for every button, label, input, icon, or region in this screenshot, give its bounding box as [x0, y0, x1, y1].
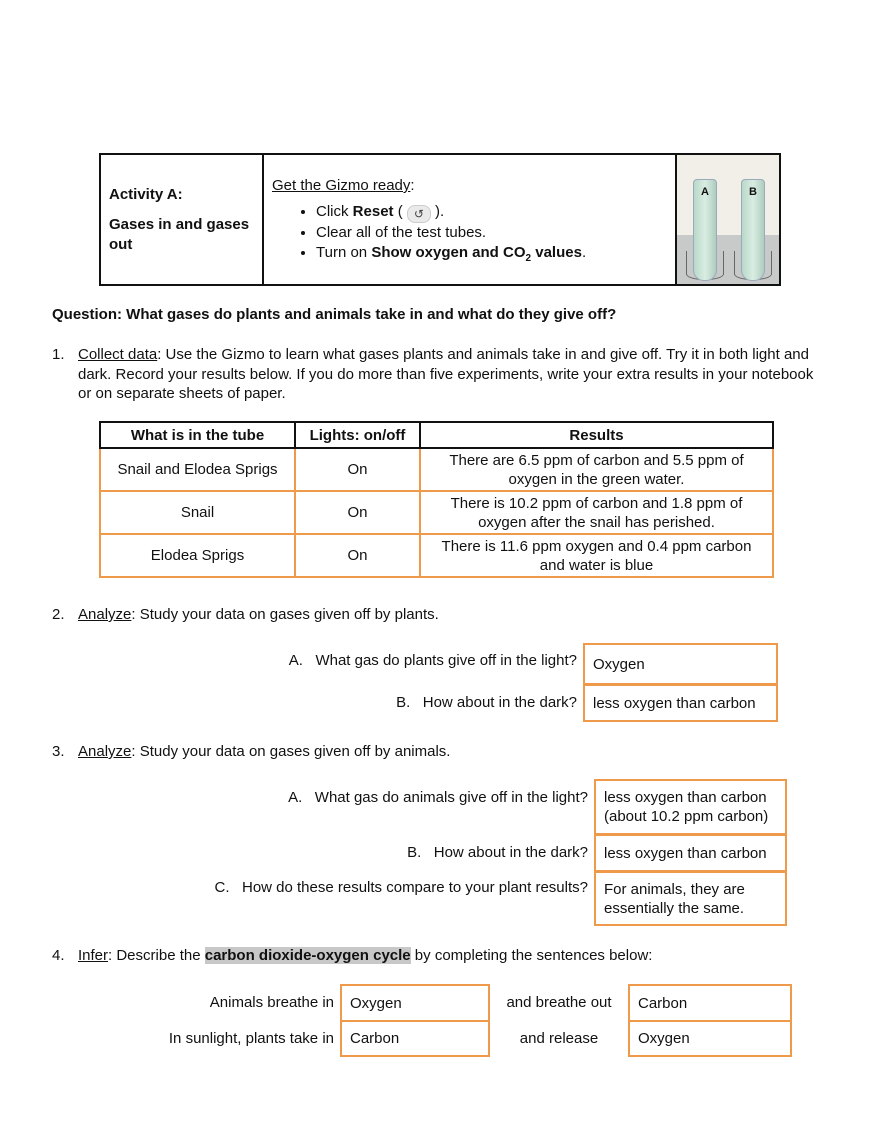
answer-2a[interactable]: Oxygen: [583, 643, 778, 685]
instructions-cell: [264, 155, 677, 284]
instruction-reset: [316, 202, 667, 223]
subscript: 2: [525, 253, 532, 264]
question-2a: A. What gas do plants give off in the light?: [288, 652, 577, 669]
item-text: : Study your data on gases given off by plants.: [131, 606, 439, 623]
reset-icon: ↺: [407, 205, 431, 223]
item-number: 2.: [52, 606, 65, 623]
question-3c: C. How do these results compare to your plant results?: [214, 879, 588, 896]
question-heading: Question: What gases do plants and animals take in and what do they give off?: [52, 306, 617, 323]
col-header: What is in the tube: [100, 422, 295, 448]
item-label: Analyze: [78, 606, 132, 623]
activity-header-table: [99, 153, 781, 286]
results-table: [99, 421, 774, 578]
item-number: 1.: [52, 346, 65, 363]
activity-title: Gases in and gases out: [109, 216, 250, 253]
instruction-clear: • Clear all of the test tubes.: [316, 223, 667, 243]
item-label: Analyze: [78, 743, 132, 760]
item-label: Collect data: [78, 346, 158, 363]
bullet-text: (: [393, 203, 407, 220]
answer-4-plants-release[interactable]: Oxygen: [628, 1020, 792, 1057]
answer-4-animals-in[interactable]: Oxygen: [340, 984, 490, 1022]
question-2b: B. How about in the dark?: [396, 694, 577, 711]
tube-a-label: A: [701, 186, 709, 198]
item-text: : Describe the: [108, 947, 205, 964]
sentence-2-middle: and release: [519, 1030, 599, 1047]
answer-2b[interactable]: less oxygen than carbon: [583, 684, 778, 722]
bullet-text: Turn on: [316, 244, 372, 261]
cell-lights[interactable]: On: [295, 448, 420, 491]
cell-tube[interactable]: Snail: [100, 491, 295, 534]
item-text: : Use the Gizmo to learn what gases plants and animals take in and give off. Try it in both light and dark. Record your results below. If you do more than five experiments, write your extra results in your notebook or on separate sheets of paper.: [78, 346, 814, 402]
show-label: Show oxygen and CO: [371, 244, 526, 261]
tube-b-label: B: [749, 186, 757, 198]
show-label-2: values: [531, 244, 582, 261]
bullet-text: ).: [430, 203, 445, 220]
item-label: Infer: [78, 947, 109, 964]
reset-label: Reset: [352, 203, 394, 220]
instruction-show: [316, 243, 667, 269]
test-tubes-image: [677, 155, 779, 284]
question-3a: A. What gas do animals give off in the light?: [288, 789, 588, 806]
ready-label: Get the Gizmo ready: [272, 177, 411, 194]
answer-4-animals-out[interactable]: Carbon: [628, 984, 792, 1022]
bullet-text: .: [581, 244, 587, 261]
answer-3b[interactable]: less oxygen than carbon: [594, 834, 787, 872]
item-1: [52, 345, 827, 404]
cell-lights[interactable]: On: [295, 534, 420, 577]
item-4: [52, 946, 652, 966]
item-3: [52, 742, 450, 762]
sentence-1-middle: and breathe out: [506, 994, 612, 1011]
cell-results[interactable]: There is 10.2 ppm of carbon and 1.8 ppm of oxygen after the snail has perished.: [420, 491, 773, 534]
highlighted-term: carbon dioxide-oxygen cycle: [204, 947, 411, 964]
cell-tube[interactable]: Snail and Elodea Sprigs: [100, 448, 295, 491]
ready-colon: :: [410, 177, 415, 194]
item-text: by completing the sentences below:: [410, 947, 653, 964]
table-row: [100, 534, 773, 577]
answer-3a[interactable]: less oxygen than carbon (about 10.2 ppm carbon): [594, 779, 787, 835]
question-3b: B. How about in the dark?: [407, 844, 588, 861]
cell-tube[interactable]: Elodea Sprigs: [100, 534, 295, 577]
tube-a: [693, 179, 717, 281]
activity-cell: [101, 155, 264, 284]
instruction-list: [272, 202, 667, 269]
col-header: Lights: on/off: [295, 422, 420, 448]
item-2: [52, 605, 439, 625]
bullet-text: Click: [316, 203, 353, 220]
item-number: 4.: [52, 947, 65, 964]
sentence-2-label: In sunlight, plants take in: [168, 1030, 334, 1047]
table-row: [100, 491, 773, 534]
activity-label: Activity A:: [109, 186, 183, 203]
sentence-1-label: Animals breathe in: [209, 994, 334, 1011]
cell-results[interactable]: There are 6.5 ppm of carbon and 5.5 ppm of oxygen in the green water.: [420, 448, 773, 491]
item-text: : Study your data on gases given off by animals.: [131, 743, 451, 760]
answer-3c[interactable]: For animals, they are essentially the same.: [594, 871, 787, 926]
cell-lights[interactable]: On: [295, 491, 420, 534]
answer-4-plants-in[interactable]: Carbon: [340, 1020, 490, 1057]
col-header: Results: [420, 422, 773, 448]
cell-results[interactable]: There is 11.6 ppm oxygen and 0.4 ppm carbon and water is blue: [420, 534, 773, 577]
tube-b: [741, 179, 765, 281]
table-row: [100, 448, 773, 491]
item-number: 3.: [52, 743, 65, 760]
